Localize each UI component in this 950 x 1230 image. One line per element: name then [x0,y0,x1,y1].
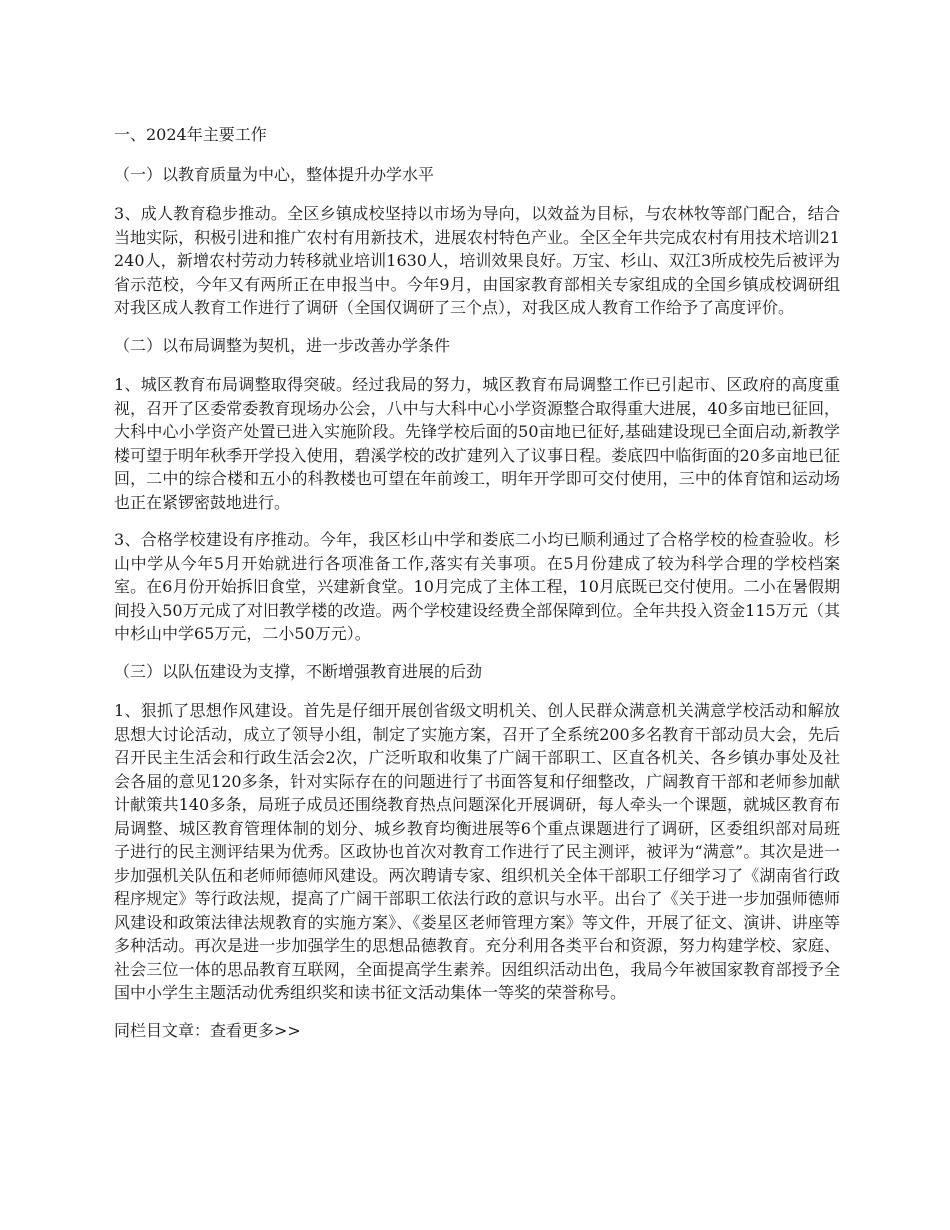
subsection-2-title: （二）以布局调整为契机，进一步改善办学条件 [114,335,451,355]
subsection-3-title: （三）以队伍建设为支撑，不断增强教育进展的后劲 [114,661,483,681]
subsection-2-paragraph-2: 3、合格学校建设有序推动。今年，我区杉山中学和娄底二小均已顺利通过了合格学校的检查验收。杉山中学从今年5月开始就进行各项准备工作,落实有关事项。在5月份建成了较为科学合理的学校档案室。在6月份开始拆旧食堂，兴建新食堂。10月完成了主体工程，10月底既已交付使用。二小在暑假期间投入50万元成了对旧教学楼的改造。两个学校建设经费全部保障到位。全年共投入资金115万元（其中杉山中学65万元，二小50万元）。 [114,530,840,643]
subsection-2-paragraph-1: 1、城区教育布局调整取得突破。经过我局的努力，城区教育布局调整工作已引起市、区政府的高度重视，召开了区委常委教育现场办公会，八中与大科中心小学资源整合取得重大进展，40多亩地已征回，大科中心小学资产处置已进入实施阶段。先锋学校后面的50亩地已征好,基础建设现已全面启动,新教学楼可望于明年秋季开学投入使用，碧溪学校的改扩建列入了议事日程。娄底四中临街面的20多亩地已征回，二中的综合楼和五小的科教楼也可望在年前竣工，明年开学即可交付使用，三中的体育馆和运动场也正在紧锣密鼓地进行。 [114,375,840,512]
subsection-1-paragraph-1: 3、成人教育稳步推动。全区乡镇成校坚持以市场为导向，以效益为目标，与农林牧等部门配合，结合当地实际，积极引进和推广农村有用新技术，进展农村特色产业。全区全年共完成农村有用技术培训21240人，新增农村劳动力转移就业培训1630人，培训效果良好。万宝、杉山、双江3所成校先后被评为省示范校，今年又有两所正在申报当中。今年9月，由国家教育部相关专家组成的全国乡镇成校调研组对我区成人教育工作进行了调研（全国仅调研了三个点），对我区成人教育工作给予了高度评价。 [114,204,840,317]
document-body [114,123,840,1056]
view-more-link[interactable]: 查看更多>> [210,1020,301,1040]
related-articles-line [114,1019,840,1043]
subsection-1-title: （一）以教育质量为中心，整体提升办学水平 [114,164,435,184]
related-articles-label: 同栏目文章： [114,1020,211,1040]
section-1-title: 一、2024年主要工作 [114,125,267,144]
subsection-3-paragraph-1: 1、狠抓了思想作风建设。首先是仔细开展创省级文明机关、创人民群众满意机关满意学校活动和解放思想大讨论活动，成立了领导小组，制定了实施方案，召开了全系统200多名教育干部动员大会，先后召开民主生活会和行政生活会2次，广泛听取和收集了广阔干部职工、区直各机关、各乡镇办事处及社会各届的意见120多条，针对实际存在的问题进行了书面答复和仔细整改，广阔教育干部和老师参加献计献策共140多条，局班子成员还围绕教育热点问题深化开展调研，每人牵头一个课题，就城区教育布局调整、城区教育管理体制的划分、城乡教育均衡进展等6个重点课题进行了调研，区委组织部对局班子进行的民主测评结果为优秀。区政协也首次对教育工作进行了民主测评，被评为“满意”。其次是进一步加强机关队伍和老师师德师风建设。两次聘请专家、组织机关全体干部职工仔细学习了《湖南省行政程序规定》等行政法规，提高了广阔干部职工依法行政的意识与水平。出台了《关于进一步加强师德师风建设和政策法律法规教育的实施方案》、《娄星区老师管理方案》等文件，开展了征文、演讲、讲座等多种活动。再次是进一步加强学生的思想品德教育。充分利用各类平台和资源，努力构建学校、家庭、社会三位一体的思品教育互联网，全面提高学生素养。因组织活动出色，我局今年被国家教育部授予全国中小学生主题活动优秀组织奖和读书征文活动集体一等奖的荣誉称号。 [114,701,840,1002]
